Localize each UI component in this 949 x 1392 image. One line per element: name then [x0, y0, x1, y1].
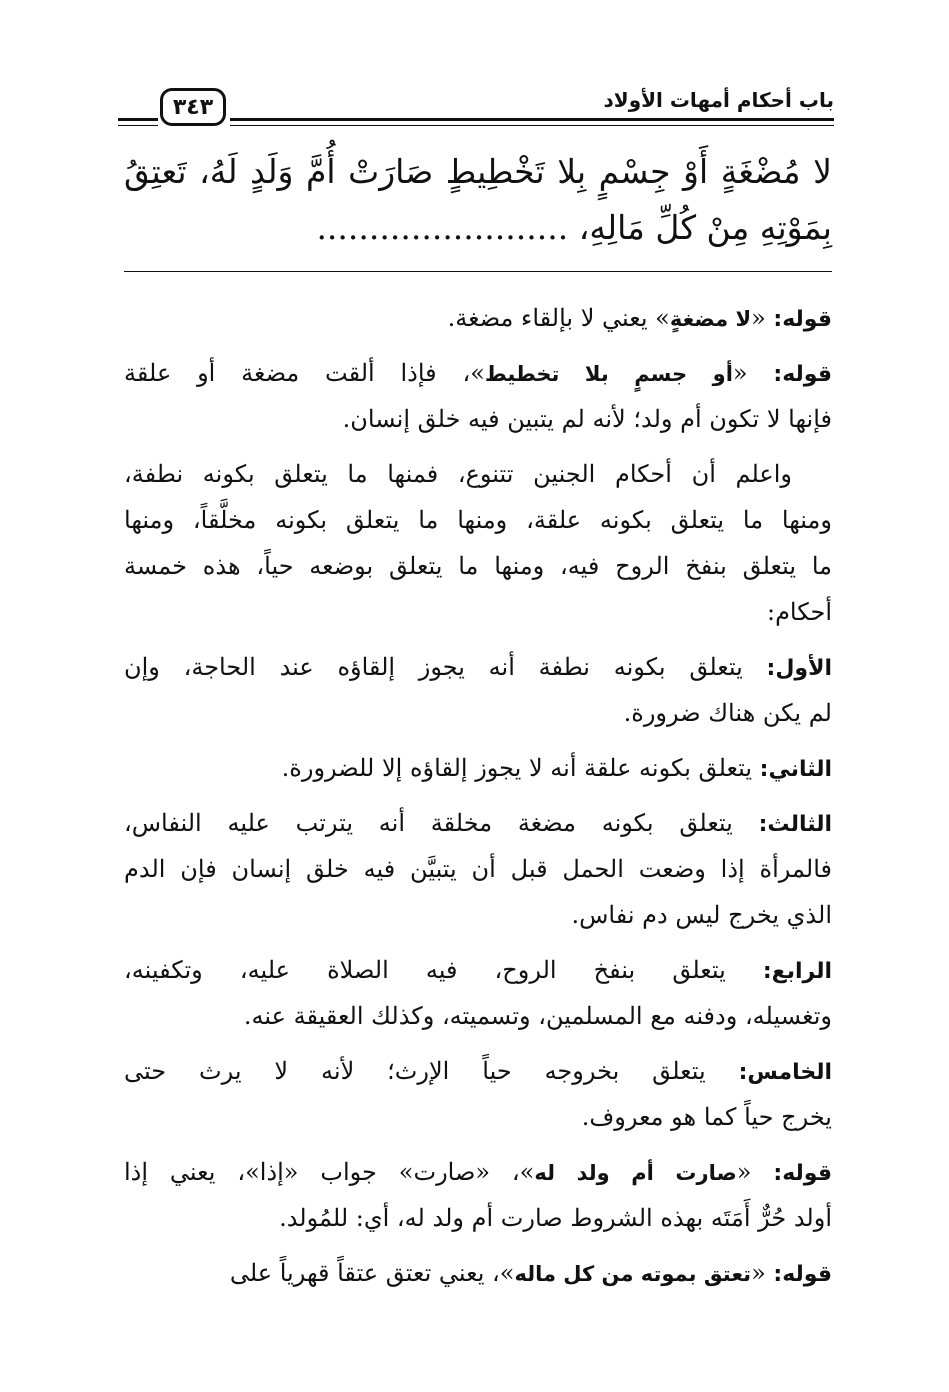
core-text-line	[124, 202, 832, 258]
commentary-paragraph	[124, 1048, 832, 1140]
text-fragment: يتعلق بكونه نطفة أنه يجوز إلقاؤه عند الحاجة، وإن	[124, 653, 767, 681]
lead-term: الأول:	[766, 656, 832, 681]
text-fragment: «	[751, 304, 774, 332]
commentary-line	[124, 846, 832, 892]
lead-term: الخامس:	[738, 1060, 832, 1085]
text-fragment: » يعني لا بإلقاء مضغة.	[447, 304, 670, 332]
quoted-phrase: لا مضغةٍ	[669, 307, 752, 331]
page-number-box	[160, 88, 226, 126]
commentary-paragraph	[124, 350, 832, 442]
commentary-line	[124, 1094, 832, 1140]
text-fragment: «	[732, 359, 774, 387]
lead-term: قوله:	[773, 362, 833, 387]
core-text-fragment: بِمَوْتِهِ مِنْ كُلِّ مَالِهِ،	[578, 208, 832, 247]
text-fragment: يخرج حياً كما هو معروف.	[581, 1103, 832, 1131]
commentary-line	[124, 745, 832, 791]
commentary-line	[124, 451, 832, 497]
commentary-line	[124, 800, 832, 846]
text-fragment: فإنها لا تكون أم ولد؛ لأنه لم يتبين فيه خلق إنسان.	[342, 405, 832, 433]
header-rule-right-thin	[230, 125, 834, 126]
core-text	[124, 146, 832, 258]
lead-term: الثالث:	[758, 812, 832, 837]
header-rule-right	[230, 118, 834, 121]
commentary-line	[124, 350, 832, 396]
text-fragment: أولد حُرٌّ أَمَتَه بهذه الشروط صارت أم ولد له، أي: للمُولد.	[279, 1204, 832, 1232]
quoted-phrase: أو جسمٍ بلا تخطيط	[484, 362, 733, 386]
text-fragment: يتعلق بنفخ الروح، فيه الصلاة عليه، وتكفينه،	[124, 956, 763, 984]
text-fragment: واعلم أن أحكام الجنين تتنوع، فمنها ما يتعلق بكونه نطفة،	[124, 460, 793, 488]
text-fragment: «	[751, 1259, 774, 1287]
commentary-line	[124, 1048, 832, 1094]
commentary-line	[124, 993, 832, 1039]
text-fragment: يتعلق بكونه علقة أنه لا يجوز إلقاؤه إلا للضرورة.	[281, 754, 760, 782]
commentary-paragraph	[124, 1149, 832, 1241]
commentary-line	[124, 1250, 832, 1296]
commentary-line	[124, 295, 832, 341]
header-rule-left	[118, 118, 158, 121]
page-number: ٣٤٣	[172, 94, 214, 120]
lead-term: الرابع:	[762, 959, 832, 984]
text-fragment: »، «صارت» جواب «إذا»، يعني إذا	[124, 1158, 535, 1186]
commentary-paragraph	[124, 745, 832, 791]
text-fragment: «	[736, 1158, 774, 1186]
continuation-dots: ........................	[316, 208, 569, 247]
running-title: باب أحكام أمهات الأولاد	[603, 88, 834, 112]
lead-term: الثاني:	[759, 757, 832, 782]
commentary-line	[124, 589, 832, 635]
commentary-paragraph	[124, 800, 832, 938]
commentary-paragraph	[124, 1250, 832, 1296]
page-header	[118, 88, 834, 132]
text-fragment: »، يعني تعتق عتقاً قهرياً على	[229, 1259, 515, 1287]
text-fragment: ما يتعلق بنفخ الروح فيه، ومنها ما يتعلق بوضعه حياً، هذه خمسة	[124, 552, 832, 580]
commentary-line	[124, 1195, 832, 1241]
commentary-line	[124, 690, 832, 736]
core-text-separator	[124, 271, 832, 272]
lead-term: قوله:	[773, 307, 832, 332]
text-fragment: وتغسيله، ودفنه مع المسلمين، وتسميته، وكذلك العقيقة عنه.	[243, 1002, 832, 1030]
lead-term: قوله:	[773, 1262, 832, 1287]
commentary-line	[124, 497, 832, 543]
text-fragment: يتعلق بكونه مضغة مخلقة أنه يترتب عليه النفاس،	[124, 809, 759, 837]
commentary-line	[124, 1149, 832, 1195]
text-fragment: »، فإذا ألقت مضغة أو علقة	[124, 359, 485, 387]
commentary-paragraph	[124, 451, 832, 635]
text-fragment: فالمرأة إذا وضعت الحمل قبل أن يتبيَّن فيه خلق إنسان فإن الدم	[124, 855, 832, 883]
quoted-phrase: تعتق بموته من كل ماله	[514, 1262, 752, 1286]
commentary-paragraph	[124, 295, 832, 341]
lead-term: قوله:	[773, 1161, 832, 1186]
quoted-phrase: صارت أم ولد له	[534, 1161, 737, 1185]
text-fragment: ومنها ما يتعلق بكونه علقة، ومنها ما يتعلق بكونه مخلَّقاً، ومنها	[124, 506, 832, 534]
core-text-line: لا مُضْغَةٍ أَوْ جِسْمٍ بِلا تَخْطِيطٍ صَارَتْ أُمَّ وَلَدٍ لَهُ، تَعتِقُ	[124, 152, 832, 191]
commentary-paragraph	[124, 644, 832, 736]
commentary-line	[124, 644, 832, 690]
header-rule-left-thin	[118, 125, 158, 126]
commentary	[124, 295, 832, 1305]
commentary-paragraph	[124, 947, 832, 1039]
commentary-line	[124, 947, 832, 993]
text-fragment: لم يكن هناك ضرورة.	[623, 699, 832, 727]
text-fragment: يتعلق بخروجه حياً الإرث؛ لأنه لا يرث حتى	[124, 1057, 739, 1085]
commentary-line	[124, 543, 832, 589]
text-fragment: أحكام:	[766, 598, 832, 626]
text-fragment: الذي يخرج ليس دم نفاس.	[571, 901, 832, 929]
commentary-line	[124, 892, 832, 938]
commentary-line	[124, 396, 832, 442]
